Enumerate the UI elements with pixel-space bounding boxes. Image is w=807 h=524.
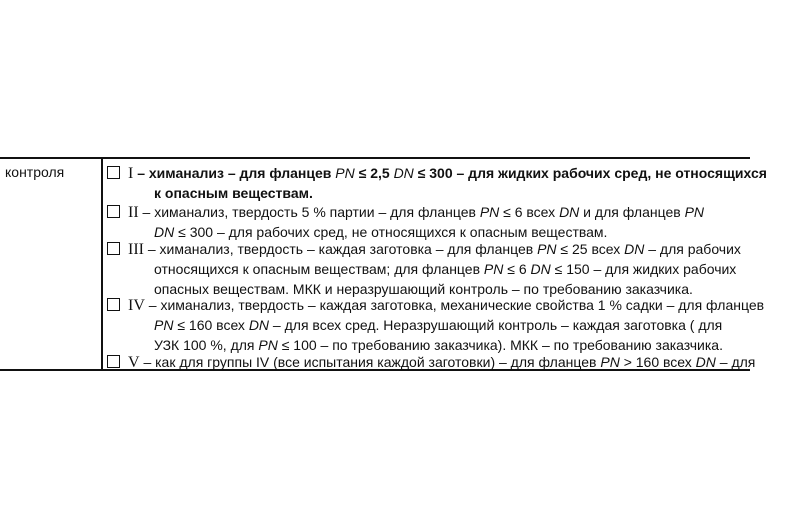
checkbox-icon[interactable] xyxy=(107,355,120,368)
group-3-line-2: относящихся к опасным веществам; для фланцев PN ≤ 6 DN ≤ 150 – для жидких рабочих xyxy=(154,261,737,277)
group-1-line-1: I – химанализ – для фланцев PN ≤ 2,5 DN ≤ 300 – для жидких рабочих сред, не относящихся xyxy=(107,163,807,183)
group-5-item xyxy=(107,352,807,372)
group-1-item xyxy=(107,163,807,203)
column-divider xyxy=(101,159,103,369)
checkbox-icon[interactable] xyxy=(107,205,120,218)
group-3-item xyxy=(107,239,807,299)
group-4-line-3: УЗК 100 %, для PN ≤ 100 – по требованию заказчика). МКК – по требованию заказчика. xyxy=(154,337,723,353)
group-2-line-2: DN ≤ 300 – для рабочих сред, не относящихся к опасным веществам. xyxy=(154,224,608,240)
group-3-line-1: III – химанализ, твердость – каждая заготовка – для фланцев PN ≤ 25 всех DN – для рабочих xyxy=(107,239,807,259)
group-2-line-1: II – химанализ, твердость 5 % партии – для фланцев PN ≤ 6 всех DN и для фланцев PN xyxy=(107,202,807,222)
group-5-line-1: V – как для группы IV (все испытания каждой заготовки) – для фланцев PN > 160 всех DN – для xyxy=(107,352,807,372)
checkbox-icon[interactable] xyxy=(107,298,120,311)
group-1-roman: I xyxy=(128,165,134,182)
control-label: контроля xyxy=(5,164,65,180)
checkbox-icon[interactable] xyxy=(107,166,120,179)
group-2-item xyxy=(107,202,807,242)
group-1-line-2: к опасным веществам. xyxy=(154,185,313,201)
group-4-line-2: PN ≤ 160 всех DN – для всех сред. Неразрушающий контроль – каждая заготовка ( для xyxy=(154,317,723,333)
group-4-item xyxy=(107,295,807,355)
control-groups-table xyxy=(0,157,767,371)
group-3-line-3: опасных веществам. МКК и неразрушающий контроль – по требованию заказчика. xyxy=(154,281,693,297)
group-4-line-1: IV – химанализ, твердость – каждая заготовка, механические свойства 1 % садки – для фланцев xyxy=(107,295,807,315)
checkbox-icon[interactable] xyxy=(107,242,120,255)
